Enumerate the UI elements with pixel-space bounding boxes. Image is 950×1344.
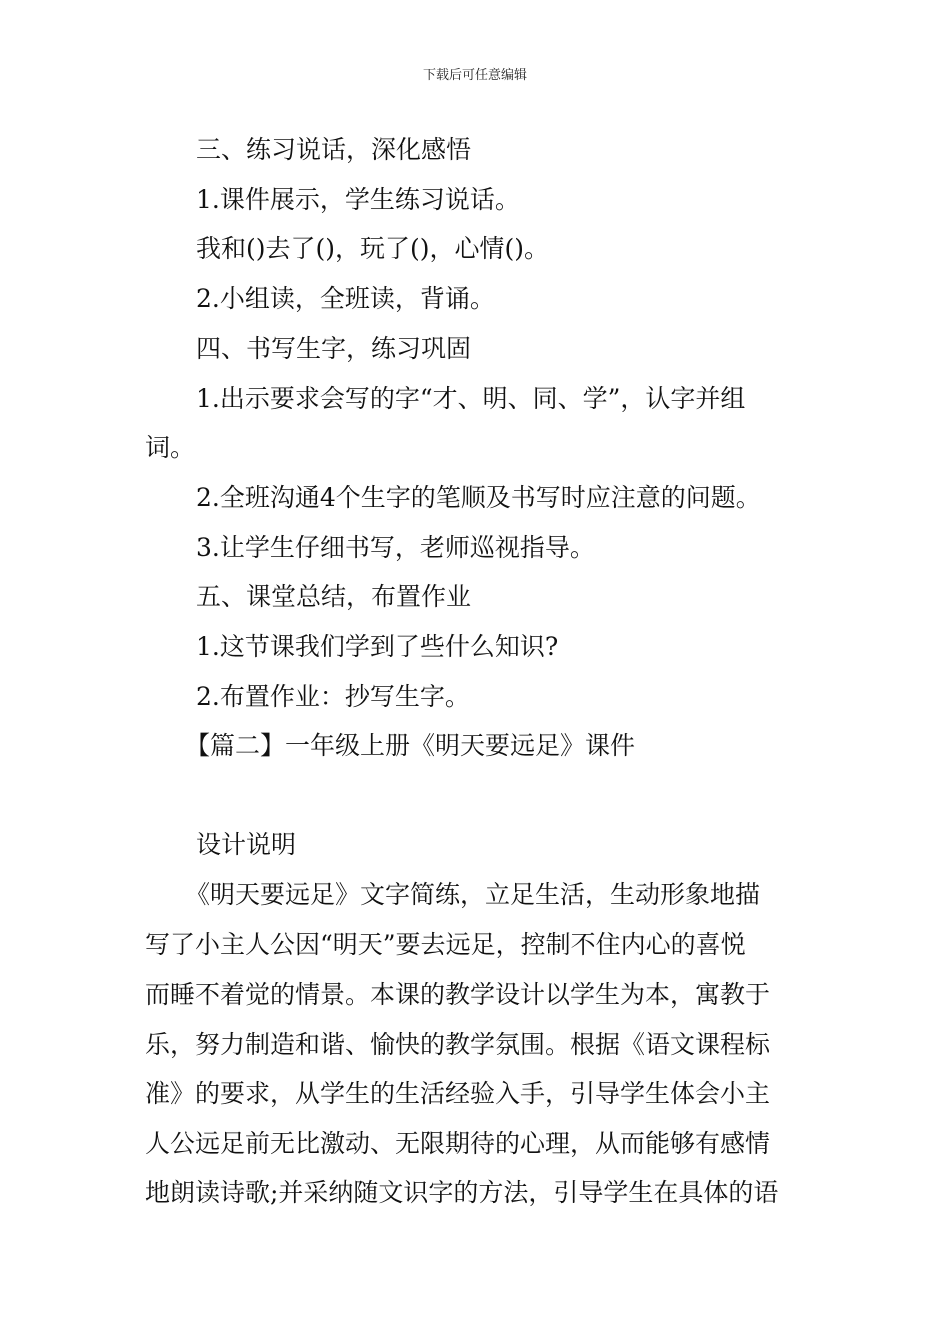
section-heading: 四、书写生字，练习巩固 — [196, 334, 472, 363]
paragraph-line: 《明天要远足》文字简练，立足生活，生动形象地描 — [185, 880, 761, 909]
paragraph-line: 写了小主人公因“明天”要去远足，控制不住内心的喜悦 — [145, 930, 746, 959]
paragraph-line: 2.小组读，全班读，背诵。 — [196, 284, 495, 313]
paragraph-line: 1.这节课我们学到了些什么知识? — [196, 632, 559, 661]
paragraph-line: 2.布置作业：抄写生字。 — [196, 682, 470, 711]
paragraph-line: 乐，努力制造和谐、愉快的教学氛围。根据《语文课程标 — [145, 1030, 771, 1059]
paragraph-line: 而睡不着觉的情景。本课的教学设计以学生为本，寓教于 — [145, 980, 771, 1009]
paragraph-line: 1.出示要求会写的字“才、明、同、学”，认字并组 — [196, 384, 746, 413]
paragraph-line: 词。 — [145, 433, 196, 462]
section-heading: 五、课堂总结，布置作业 — [196, 582, 472, 611]
paragraph-line: 我和()去了()，玩了()，心情()。 — [196, 234, 550, 263]
subsection-heading: 设计说明 — [196, 830, 297, 859]
paragraph-line: 1.课件展示，学生练习说话。 — [196, 185, 520, 214]
paragraph-line: 准》的要求，从学生的生活经验入手，引导学生体会小主 — [145, 1079, 771, 1108]
paragraph-line: 人公远足前无比激动、无限期待的心理，从而能够有感情 — [145, 1129, 771, 1158]
page-header: 下载后可任意编辑 — [422, 68, 527, 83]
article-title: 【篇二】一年级上册《明天要远足》课件 — [185, 731, 636, 760]
paragraph-line: 地朗读诗歌;并采纳随文识字的方法，引导学生在具体的语 — [145, 1178, 779, 1207]
paragraph-line: 3.让学生仔细书写，老师巡视指导。 — [196, 533, 595, 562]
section-heading: 三、练习说话，深化感悟 — [196, 135, 472, 164]
paragraph-line: 2.全班沟通4个生字的笔顺及书写时应注意的问题。 — [196, 483, 761, 512]
